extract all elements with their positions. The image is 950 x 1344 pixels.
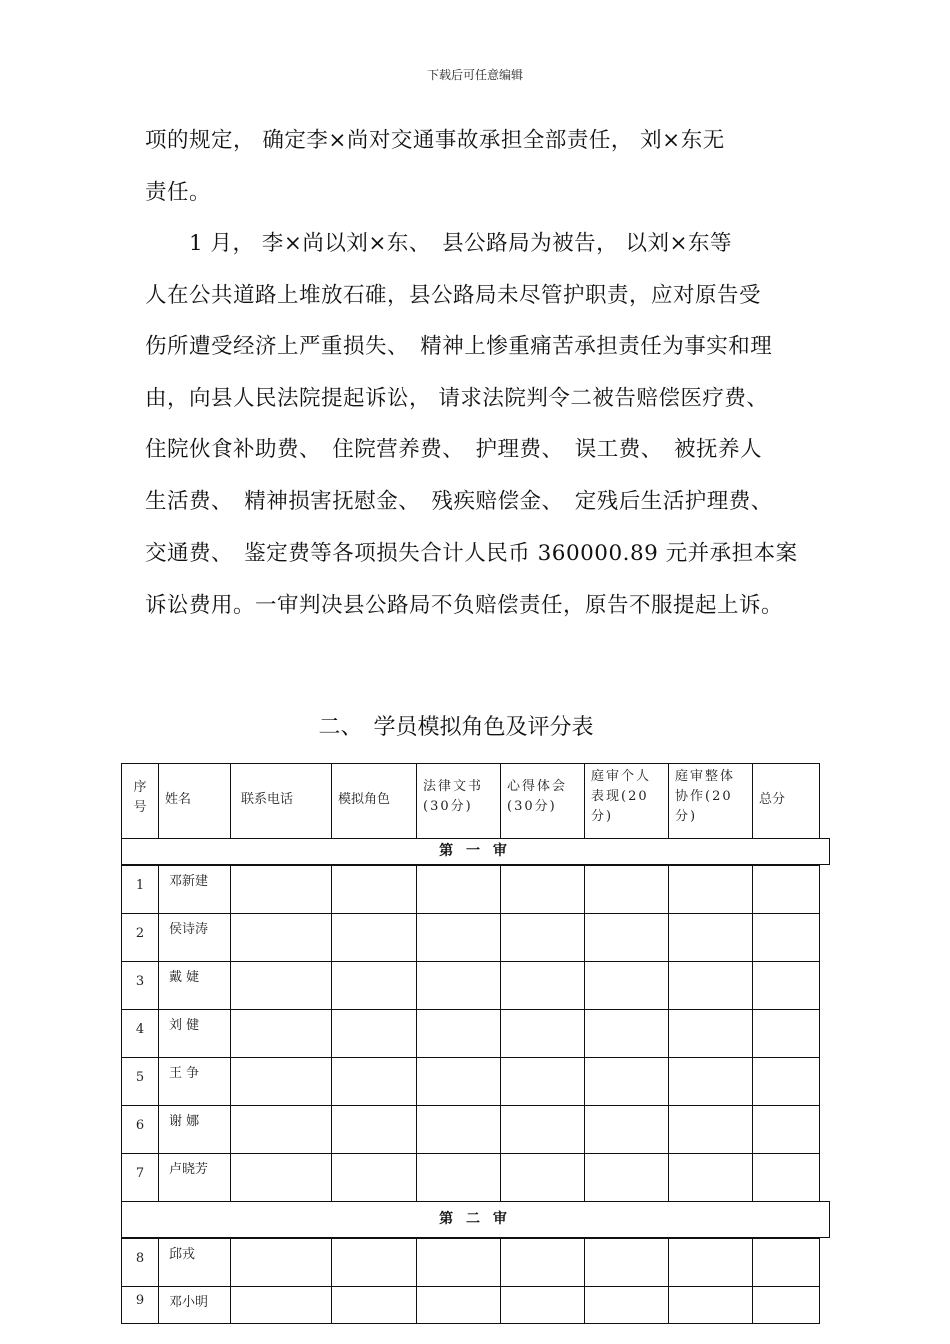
table-row [122,962,820,1010]
name-cell: 邓新建 [159,866,231,914]
role-cell[interactable] [332,962,417,1010]
phone-cell[interactable] [231,1058,332,1106]
role-cell[interactable] [332,1058,417,1106]
table-row [122,1106,820,1154]
score-cell[interactable] [501,1058,585,1106]
paragraph-line: 伤所遭受经济上严重损失、 精神上惨重痛苦承担责任为事实和理 [145,334,773,359]
score-cell[interactable] [417,1010,501,1058]
score-table [121,763,820,1324]
role-cell[interactable] [332,1010,417,1058]
table-row [122,1154,820,1202]
score-cell[interactable] [417,1287,501,1324]
paragraph-line: 住院伙食补助费、 住院营养费、 护理费、 误工费、 被抚养人 [145,437,763,462]
phone-cell[interactable] [231,866,332,914]
group-title: 第 二 审 [121,1201,830,1238]
phone-cell[interactable] [231,914,332,962]
header-seq: 序号 [122,764,159,839]
score-cell[interactable] [501,1010,585,1058]
score-cell[interactable] [669,1287,753,1324]
role-cell[interactable] [332,1239,417,1287]
seq-cell: 9 [122,1287,159,1324]
score-cell[interactable] [417,914,501,962]
score-cell[interactable] [669,914,753,962]
score-cell[interactable] [585,1010,669,1058]
name-cell: 卢晓芳 [159,1154,231,1202]
seq-cell: 4 [122,1010,159,1058]
group-row [122,1202,820,1239]
total-cell[interactable] [753,1287,820,1324]
score-cell[interactable] [501,1239,585,1287]
seq-cell: 5 [122,1058,159,1106]
paragraph-line: 1 月， 李×尚以刘×东、 县公路局为被告， 以刘×东等 [145,231,732,256]
phone-cell[interactable] [231,1239,332,1287]
phone-cell[interactable] [231,1154,332,1202]
table-row [122,914,820,962]
score-cell[interactable] [417,1239,501,1287]
table-header-row [122,764,820,839]
table-row [122,1239,820,1287]
seq-cell: 3 [122,962,159,1010]
header-team: 庭审整体协作(20分) [669,764,753,839]
total-cell[interactable] [753,914,820,962]
total-cell[interactable] [753,1154,820,1202]
score-cell[interactable] [669,1154,753,1202]
name-cell: 侯诗涛 [159,914,231,962]
score-cell[interactable] [417,866,501,914]
score-cell[interactable] [417,962,501,1010]
score-cell[interactable] [417,1106,501,1154]
total-cell[interactable] [753,1106,820,1154]
name-cell: 邓小明 [159,1287,231,1324]
phone-cell[interactable] [231,1106,332,1154]
paragraph-line: 项的规定， 确定李×尚对交通事故承担全部责任， 刘×东无 [145,128,725,153]
phone-cell[interactable] [231,1010,332,1058]
total-cell[interactable] [753,1239,820,1287]
table-row [122,1010,820,1058]
total-cell[interactable] [753,1010,820,1058]
paragraph-line: 责任。 [145,180,212,205]
header-name: 姓名 [159,764,231,839]
score-cell[interactable] [669,866,753,914]
seq-cell: 7 [122,1154,159,1202]
name-cell: 邱戎 [159,1239,231,1287]
score-cell[interactable] [585,1058,669,1106]
table-row [122,1287,820,1324]
score-cell[interactable] [585,1287,669,1324]
page-header-note: 下载后可任意编辑 [426,68,523,82]
score-cell[interactable] [585,962,669,1010]
score-cell[interactable] [585,1154,669,1202]
section-title: 二、 学员模拟角色及评分表 [318,715,594,740]
score-cell[interactable] [669,1106,753,1154]
score-cell[interactable] [669,1058,753,1106]
total-cell[interactable] [753,866,820,914]
seq-cell: 8 [122,1239,159,1287]
seq-cell: 1 [122,866,159,914]
score-cell[interactable] [501,1154,585,1202]
score-cell[interactable] [501,866,585,914]
score-cell[interactable] [501,962,585,1010]
table-row [122,1058,820,1106]
score-cell[interactable] [585,1106,669,1154]
name-cell: 谢 娜 [159,1106,231,1154]
header-phone: 联系电话 [231,764,332,839]
score-cell[interactable] [501,914,585,962]
seq-cell: 2 [122,914,159,962]
score-cell[interactable] [501,1287,585,1324]
phone-cell[interactable] [231,962,332,1010]
paragraph-line: 生活费、 精神损害抚慰金、 残疾赔偿金、 定残后生活护理费、 [145,489,773,514]
paragraph-line: 交通费、 鉴定费等各项损失合计人民币 360000.89 元并承担本案 [145,541,798,566]
group-title: 第 一 审 [121,838,830,865]
header-individual: 庭审个人表现(20分) [585,764,669,839]
header-reflection: 心得体会(30分) [501,764,585,839]
paragraph-line: 人在公共道路上堆放石碓，县公路局未尽管护职责，应对原告受 [145,283,762,308]
group-row [122,839,820,866]
header-role: 模拟角色 [332,764,417,839]
score-cell[interactable] [417,1154,501,1202]
score-cell[interactable] [585,1239,669,1287]
role-cell[interactable] [332,1287,417,1324]
paragraph-line: 诉讼费用。一审判决县公路局不负赔偿责任，原告不服提起上诉。 [145,593,784,618]
total-cell[interactable] [753,962,820,1010]
score-cell[interactable] [669,1010,753,1058]
role-cell[interactable] [332,866,417,914]
name-cell: 戴 婕 [159,962,231,1010]
seq-cell: 6 [122,1106,159,1154]
role-cell[interactable] [332,914,417,962]
table-row [122,866,820,914]
total-cell[interactable] [753,1058,820,1106]
score-cell[interactable] [585,866,669,914]
score-cell[interactable] [669,1239,753,1287]
name-cell: 王 争 [159,1058,231,1106]
name-cell: 刘 健 [159,1010,231,1058]
score-cell[interactable] [501,1106,585,1154]
role-cell[interactable] [332,1154,417,1202]
phone-cell[interactable] [231,1287,332,1324]
header-legal-docs: 法律文书(30分) [417,764,501,839]
score-cell[interactable] [669,962,753,1010]
header-total: 总分 [753,764,820,839]
score-cell[interactable] [585,914,669,962]
paragraph-line: 由，向县人民法院提起诉讼， 请求法院判令二被告赔偿医疗费、 [145,386,769,411]
score-cell[interactable] [417,1058,501,1106]
role-cell[interactable] [332,1106,417,1154]
